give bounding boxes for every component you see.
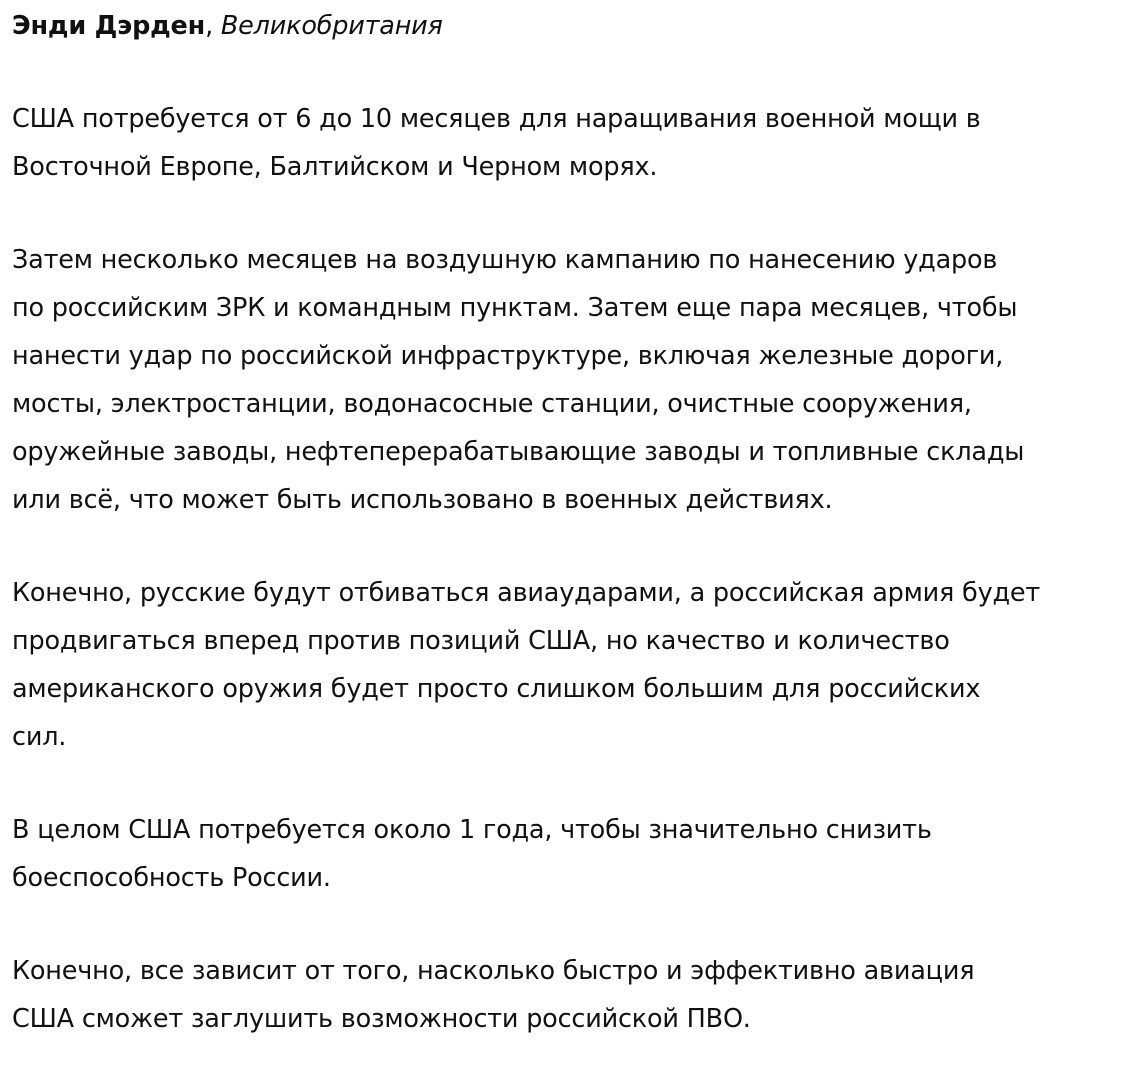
author-name: Энди Дэрден	[12, 11, 206, 41]
comment-document	[12, 0, 1040, 1043]
comment-body	[12, 95, 1040, 1043]
byline-separator: ,	[205, 11, 221, 41]
paragraph-line: боеспособность России.	[12, 863, 331, 893]
paragraph	[12, 95, 1040, 191]
paragraph-line: сил.	[12, 722, 67, 752]
paragraph	[12, 806, 1040, 902]
paragraph-line: мосты, электростанции, водонасосные станции, очистные сооружения,	[12, 389, 972, 419]
paragraph	[12, 236, 1040, 524]
paragraph-line: по российским ЗРК и командным пунктам. Затем еще пара месяцев, чтобы	[12, 293, 1018, 323]
paragraph-line: или всё, что может быть использовано в военных действиях.	[12, 485, 833, 515]
paragraph-line: Конечно, все зависит от того, насколько быстро и эффективно авиация	[12, 956, 975, 986]
paragraph-line: оружейные заводы, нефтеперерабатывающие заводы и топливные склады	[12, 437, 1025, 467]
byline	[12, 2, 1040, 50]
paragraph-line: США потребуется от 6 до 10 месяцев для наращивания военной мощи в	[12, 104, 981, 134]
paragraph-line: американского оружия будет просто слишком большим для российских	[12, 674, 981, 704]
paragraph-line: Конечно, русские будут отбиваться авиаударами, а российская армия будет	[12, 578, 1041, 608]
author-country: Великобритания	[220, 11, 443, 41]
paragraph-line: продвигаться вперед против позиций США, но качество и количество	[12, 626, 950, 656]
paragraph-line: Затем несколько месяцев на воздушную кампанию по нанесению ударов	[12, 245, 998, 275]
paragraph	[12, 947, 1040, 1043]
paragraph-line: США сможет заглушить возможности российской ПВО.	[12, 1004, 751, 1034]
paragraph-line: нанести удар по российской инфраструктуре, включая железные дороги,	[12, 341, 1004, 371]
paragraph	[12, 569, 1040, 761]
paragraph-line: В целом США потребуется около 1 года, чтобы значительно снизить	[12, 815, 932, 845]
paragraph-line: Восточной Европе, Балтийском и Черном морях.	[12, 152, 658, 182]
